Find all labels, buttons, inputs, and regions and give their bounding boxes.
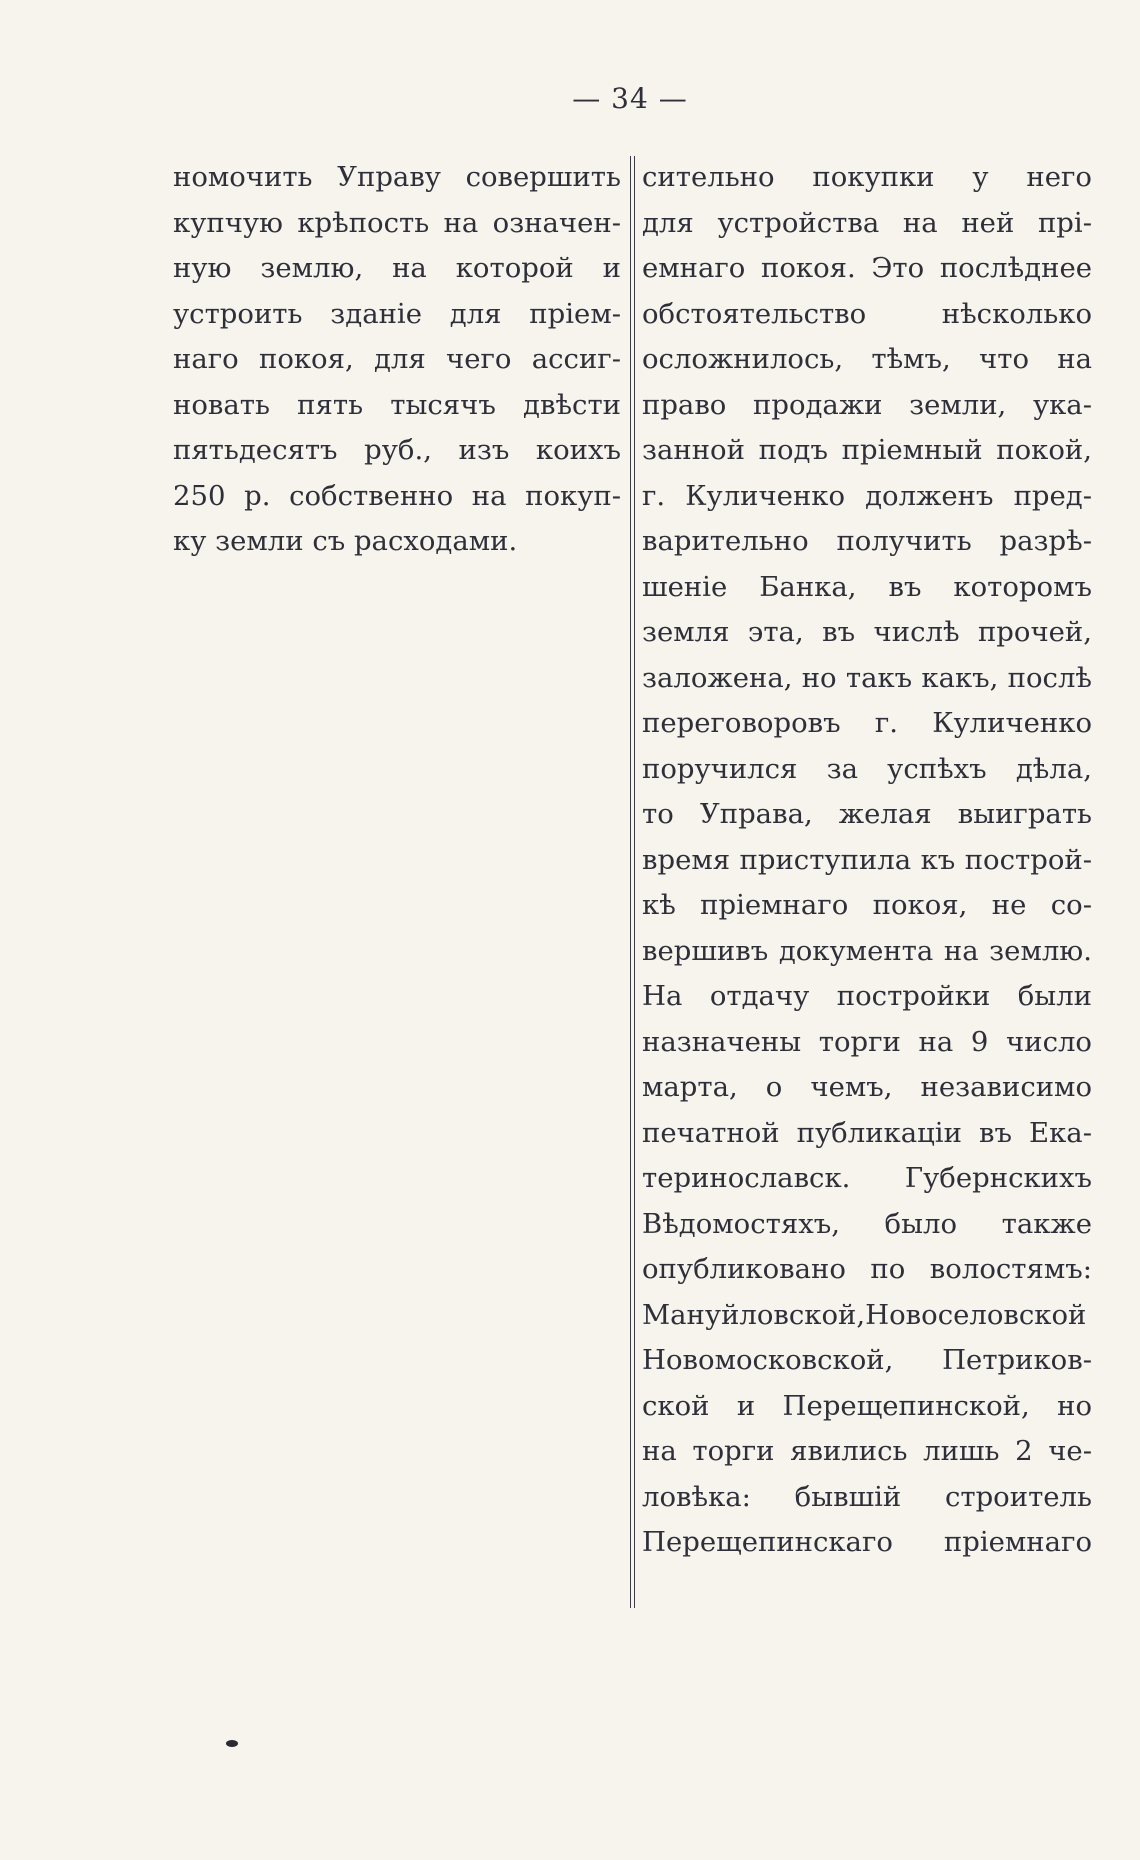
column-divider (634, 156, 635, 1608)
text-line: то Управа, желая выиграть (642, 798, 1092, 830)
ink-spot (226, 1740, 238, 1747)
text-line: марта, о чемъ, независимо (642, 1071, 1092, 1103)
text-line: земля эта, въ числѣ прочей, (642, 616, 1092, 648)
text-line: ную землю, на которой и (173, 252, 621, 284)
text-line: ловѣка: бывшій строитель (642, 1480, 1092, 1513)
text-line: купчую крѣпость на означен- (173, 206, 621, 239)
text-line: кѣ пріемнаго покоя, не со- (642, 889, 1092, 921)
page-number: — 34 — (572, 82, 688, 115)
right-column (642, 155, 1092, 1566)
text-line: номочить Управу совершить (173, 161, 621, 193)
text-line: пятьдесятъ руб., изъ коихъ (173, 434, 621, 466)
column-divider (630, 156, 631, 1608)
text-line: На отдачу постройки были (642, 980, 1092, 1012)
text-line: опубликовано по волостямъ: (642, 1253, 1092, 1285)
text-line: наго покоя, для чего ассиг- (173, 343, 621, 375)
text-line: шеніе Банка, въ которомъ (642, 570, 1092, 603)
text-line: время приступила къ построй- (642, 843, 1092, 876)
left-column (173, 155, 621, 565)
text-line: Перещепинскаго пріемнаго (642, 1526, 1092, 1558)
text-line: печатной публикаціи въ Ека- (642, 1116, 1092, 1149)
text-line: Новомосковской, Петриков- (642, 1344, 1092, 1376)
text-line: ской и Перещепинской, но (642, 1389, 1092, 1422)
text-line: теринославск. Губернскихъ (642, 1162, 1092, 1194)
text-line: для устройства на ней прі- (642, 206, 1092, 239)
text-line: варительно получить разрѣ- (642, 525, 1092, 557)
text-line: обстоятельство нѣсколько (642, 297, 1092, 330)
text-line: емнаго покоя. Это послѣднее (642, 252, 1092, 284)
text-line: Мануйловской,Новоселовской (642, 1298, 1087, 1331)
text-line: поручился за успѣхъ дѣла, (642, 752, 1092, 785)
text-line: сительно покупки у него (642, 161, 1092, 193)
text-line: осложнилось, тѣмъ, что на (642, 343, 1092, 375)
text-line: Вѣдомостяхъ, было также (642, 1207, 1092, 1240)
text-line: право продажи земли, ука- (642, 388, 1092, 421)
text-line: вершивъ документа на землю. (642, 934, 1092, 967)
text-line: г. Куличенко долженъ пред- (642, 479, 1092, 512)
text-line: назначены торги на 9 число (642, 1025, 1092, 1058)
text-line: устроить зданіе для пріем- (173, 297, 621, 330)
text-line: переговоровъ г. Куличенко (642, 707, 1092, 739)
text-line: заложена, но такъ какъ, послѣ (642, 661, 1092, 694)
text-line: новать пять тысячъ двѣсти (173, 388, 621, 421)
text-line: ку земли съ расходами. (173, 525, 518, 557)
text-line: на торги явились лишь 2 че- (642, 1435, 1092, 1467)
text-line: 250 р. собственно на покуп- (173, 479, 621, 512)
text-line: занной подъ пріемный покой, (642, 434, 1092, 466)
